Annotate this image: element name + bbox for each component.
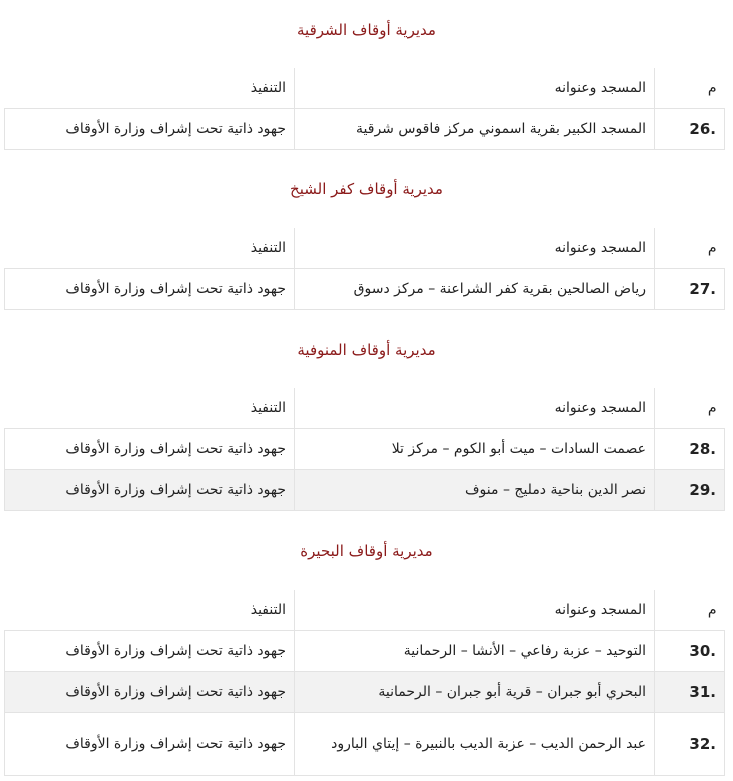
implementation: جهود ذاتية تحت إشراف وزارة الأوقاف <box>5 713 295 776</box>
row-number: 31. <box>655 672 725 713</box>
header-mosque: المسجد وعنوانه <box>295 228 655 269</box>
table-row <box>5 631 725 672</box>
table-header-row <box>5 68 725 109</box>
row-number: 26. <box>655 109 725 150</box>
header-num: م <box>655 68 725 109</box>
table-row <box>5 109 725 150</box>
mosque-address: عصمت السادات – ميت أبو الكوم – مركز تلا <box>295 429 655 470</box>
table-row <box>5 713 725 776</box>
row-number: 29. <box>655 470 725 511</box>
header-mosque: المسجد وعنوانه <box>295 68 655 109</box>
implementation: جهود ذاتية تحت إشراف وزارة الأوقاف <box>5 672 295 713</box>
mosque-address: عبد الرحمن الديب – عزبة الديب بالنبيرة – إيتاي البارود <box>295 713 655 776</box>
header-impl: التنفيذ <box>5 388 295 429</box>
mosque-address: المسجد الكبير بقرية اسموني مركز فاقوس شرقية <box>295 109 655 150</box>
header-impl: التنفيذ <box>5 68 295 109</box>
implementation: جهود ذاتية تحت إشراف وزارة الأوقاف <box>5 631 295 672</box>
mosque-address: نصر الدين بناحية دمليج – منوف <box>295 470 655 511</box>
implementation: جهود ذاتية تحت إشراف وزارة الأوقاف <box>5 470 295 511</box>
mosque-address: البحري أبو جبران – قرية أبو جبران – الرحمانية <box>295 672 655 713</box>
implementation: جهود ذاتية تحت إشراف وزارة الأوقاف <box>5 109 295 150</box>
mosque-address: التوحيد – عزبة رفاعي – الأنشا – الرحمانية <box>295 631 655 672</box>
section-title-beheira: مديرية أوقاف البحيرة <box>300 542 433 560</box>
mosques-table-kafr-elsheikh <box>4 228 725 310</box>
header-impl: التنفيذ <box>5 228 295 269</box>
table-header-row <box>5 228 725 269</box>
table-row <box>5 269 725 310</box>
implementation: جهود ذاتية تحت إشراف وزارة الأوقاف <box>5 429 295 470</box>
section-title-kafr-elsheikh: مديرية أوقاف كفر الشيخ <box>290 180 443 198</box>
mosques-table-menoufia <box>4 388 725 511</box>
mosques-table-sharqia <box>4 68 725 150</box>
header-mosque: المسجد وعنوانه <box>295 388 655 429</box>
mosque-address: رياض الصالحين بقرية كفر الشراعنة – مركز دسوق <box>295 269 655 310</box>
header-impl: التنفيذ <box>5 590 295 631</box>
mosques-table-beheira <box>4 590 725 776</box>
table-row <box>5 470 725 511</box>
table-header-row <box>5 590 725 631</box>
row-number: 30. <box>655 631 725 672</box>
section-title-sharqia: مديرية أوقاف الشرقية <box>297 21 436 39</box>
table-header-row <box>5 388 725 429</box>
section-title-menoufia: مديرية أوقاف المنوفية <box>297 341 436 359</box>
header-num: م <box>655 388 725 429</box>
row-number: 28. <box>655 429 725 470</box>
header-mosque: المسجد وعنوانه <box>295 590 655 631</box>
row-number: 27. <box>655 269 725 310</box>
table-row <box>5 429 725 470</box>
row-number: 32. <box>655 713 725 776</box>
header-num: م <box>655 590 725 631</box>
header-num: م <box>655 228 725 269</box>
table-row <box>5 672 725 713</box>
implementation: جهود ذاتية تحت إشراف وزارة الأوقاف <box>5 269 295 310</box>
